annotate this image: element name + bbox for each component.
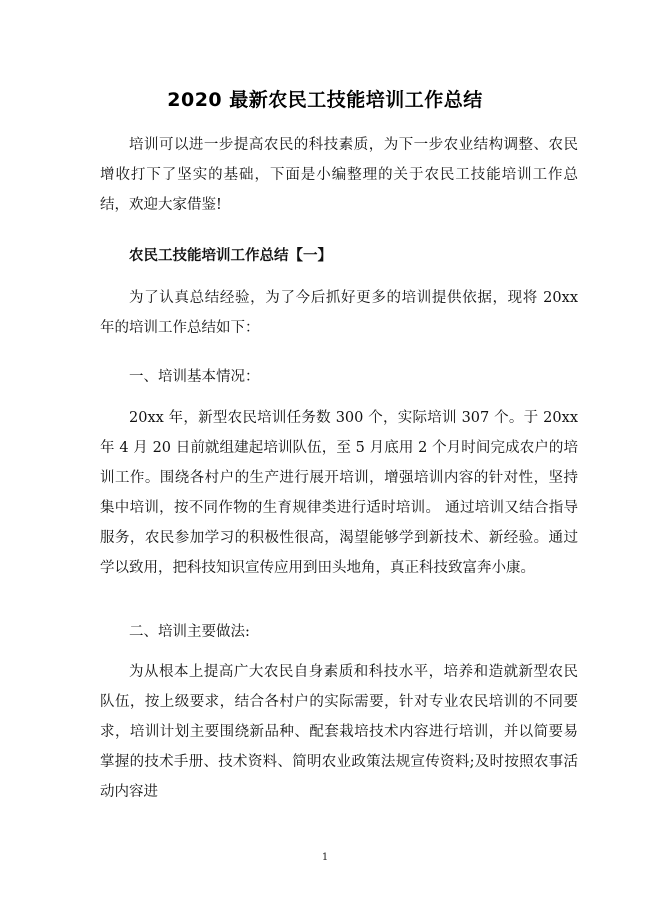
- subheading-main-practices: 二、培训主要做法:: [129, 624, 250, 640]
- document-title: 2020 最新农民工技能培训工作总结: [167, 89, 483, 111]
- paragraph-summary-intro: 为了认真总结经验，为了今后抓好更多的培训提供依据，现将 20xx 年的培训工作总结如下：: [100, 290, 578, 336]
- paragraph-main-practices: 为从根本上提高广大农民自身素质和科技水平，培养和造就新型农民队伍，按上级要求，结合各村户的实际需要，针对专业农民培训的不同要求，培训计划主要围绕新品种、配套栽培技术内容进行培训，并以简要易掌握的技术手册、技术资料、简明农业政策法规宣传资料;及时按照农事活动内容进: [100, 664, 578, 800]
- page-number: 1: [321, 852, 329, 863]
- paragraph-basic-situation: 20xx 年，新型农民培训任务数 300 个，实际培训 307 个。于 20xx 年 4 月 20 日前就组建起培训队伍，至 5 月底用 2 个月时间完成农户的培训工作。围绕各村户的生产进行展开培训，增强培训内容的针对性，坚持集中培训，按不同作物的生育规律类进行适时培训。 通过培训又结合指导服务，农民参加学习的积极性很高，渴望能够学到新技术、新经验。通过学以致用，把科技知识宣传应用到田头地角，真正科技致富奔小康。: [100, 410, 578, 576]
- subheading-basic-situation: 一、培训基本情况：: [129, 369, 260, 385]
- intro-paragraph: 培训可以进一步提高农民的科技素质，为下一步农业结构调整、农民增收打下了坚实的基础，下面是小编整理的关于农民工技能培训工作总结，欢迎大家借鉴!: [100, 137, 578, 213]
- section-heading: 农民工技能培训工作总结【一】: [129, 248, 332, 264]
